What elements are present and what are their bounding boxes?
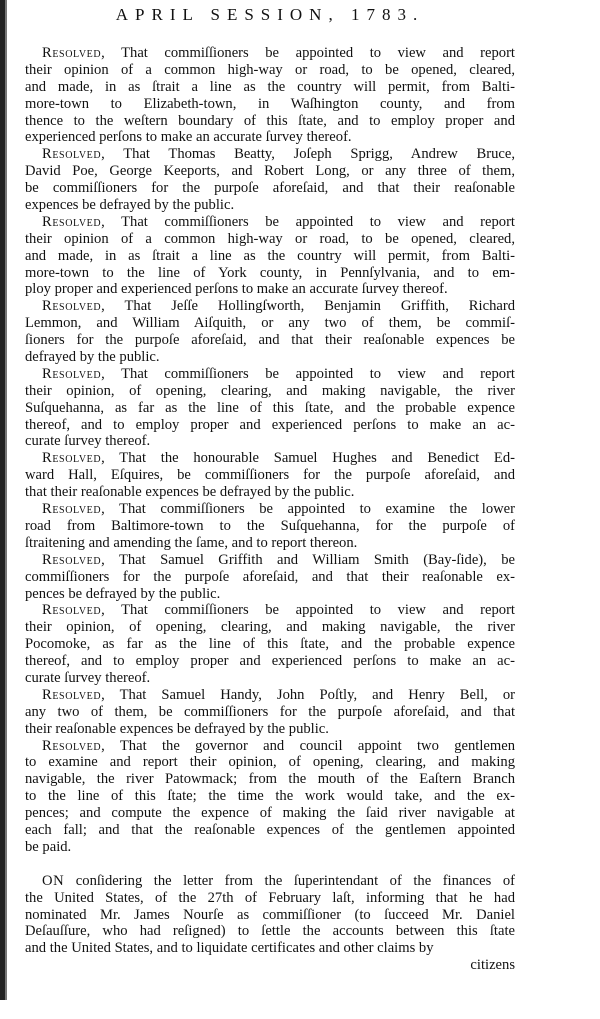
text-line: pences; and compute the expence of making the ſaid river navigable at <box>25 805 515 822</box>
text-line: Lemmon, and William Aiſquith, or any two of them, be commiſ- <box>25 315 515 332</box>
line-text: , That the governor and council appoint two gentlemen <box>101 737 515 754</box>
paragraph <box>25 501 515 552</box>
paragraph <box>25 146 515 214</box>
lead-word: Resolved <box>42 146 102 163</box>
text-line <box>25 501 515 518</box>
text-line <box>25 366 515 383</box>
text-line: nominated Mr. James Nourſe as commiſſioner (to ſucceed Mr. Daniel <box>25 906 515 923</box>
text-line: thence to the weſtern boundary of this ſtate, and to employ proper and <box>25 112 515 129</box>
line-text: , That commiſſioners be appointed to view and report <box>101 602 515 619</box>
paragraph-gap <box>25 856 515 873</box>
text-line: ſtraitening and amending the ſame, and to report thereon. <box>25 534 358 551</box>
paragraph <box>25 552 515 603</box>
text-line: more-town to Elizabeth-town, in Waſhington county, and from <box>25 95 515 112</box>
text-line: thereof, and to employ proper and experienced perſons to make an ac- <box>25 416 515 433</box>
text-line: David Poe, George Keeports, and Robert Long, or any three of them, <box>25 163 515 180</box>
lead-word: Resolved <box>42 365 102 382</box>
text-line: expences be defrayed by the public. <box>25 197 235 214</box>
text-line: the United States, of the 27th of February laſt, informing that he had <box>25 889 515 906</box>
text-line: and the United States, and to liquidate certificates and other claims by <box>25 940 434 957</box>
lead-word: Resolved <box>42 450 102 467</box>
text-line: road from Baltimore-town to the Suſquehanna, for the purpoſe of <box>25 517 515 534</box>
line-text: , That Samuel Handy, John Poſtly, and Henry Bell, or <box>101 686 515 703</box>
lead-word: Resolved <box>42 686 102 703</box>
text-line: and made, in as ſtrait a line as the country will permit, from Balti- <box>25 78 515 95</box>
lead-word: Resolved <box>42 602 102 619</box>
lead-word: Resolved <box>42 501 102 518</box>
text-line: their opinion, of opening, clearing, and making navigable, the river <box>25 619 515 636</box>
text-line: Suſquehanna, as far as the line of this ſtate, and the probable expence <box>25 399 515 416</box>
lead-word: Resolved <box>42 45 102 61</box>
text-line: experienced perſons to make an accurate ſurvey thereof. <box>25 129 352 146</box>
text-line: ploy proper and experienced perſons to make an accurate ſurvey thereof. <box>25 281 448 298</box>
text-line: Pocomoke, as far as the line of this ſtate, and the probable expence <box>25 636 515 653</box>
line-text: , That commiſſioners be appointed to view and report <box>101 213 515 230</box>
text-line: curate ſurvey thereof. <box>25 669 151 686</box>
text-line <box>25 687 515 704</box>
lead-word: ON <box>42 872 65 889</box>
line-text: , That Thomas Beatty, Joſeph Sprigg, Andrew Bruce, <box>101 146 515 163</box>
text-line: defrayed by the public. <box>25 349 160 366</box>
text-line: be commiſſioners for the purpoſe aforeſaid, and that their reaſonable <box>25 180 515 197</box>
text-line: their opinion of a common high-way or road, to be opened, cleared, <box>25 61 515 78</box>
text-line: their reaſonable expences be defrayed by the public. <box>25 720 329 737</box>
text-line <box>25 602 515 619</box>
lead-word: Resolved <box>42 551 102 568</box>
text-line <box>25 552 515 569</box>
text-line <box>25 873 515 890</box>
paragraph <box>25 214 515 298</box>
text-line: ward Hall, Eſquires, be commiſſioners for the purpoſe aforeſaid, and <box>25 467 515 484</box>
line-text: , That commiſſioners be appointed to view and report <box>101 365 515 382</box>
line-text: , That commiſſioners be appointed to view and report <box>101 45 515 61</box>
text-line <box>25 146 515 163</box>
line-text: , That Samuel Griffith and William Smith (Bay-ſide), be <box>101 551 515 568</box>
text-line: Deſauſſure, who had reſigned) to ſettle the accounts between this ſtate <box>25 923 515 940</box>
lead-word: Resolved <box>42 213 102 230</box>
line-text: conſidering the letter from the ſuperintendant of the finances of <box>64 872 515 889</box>
text-line: commiſſioners for the purpoſe aforeſaid, and that their reaſonable ex- <box>25 568 515 585</box>
paragraph <box>25 298 515 366</box>
scan-binding-shadow <box>5 0 7 1000</box>
text-line: to the line of this ſtate; the time the work would take, and the ex- <box>25 788 515 805</box>
line-text: , That commiſſioners be appointed to examine the lower <box>101 501 515 518</box>
text-line: pences be defrayed by the public. <box>25 585 221 602</box>
text-line: their opinion of a common high-way or road, to be opened, cleared, <box>25 230 515 247</box>
paragraph <box>25 45 515 146</box>
text-line: to examine and report their opinion, of opening, clearing, and making <box>25 754 515 771</box>
text-line <box>25 298 515 315</box>
text-line: ſioners for the purpoſe aforeſaid, and that their reaſonable expences be <box>25 332 515 349</box>
text-line: that their reaſonable expences be defrayed by the public. <box>25 484 355 501</box>
text-line: any two of them, be commiſſioners for the purpoſe aforeſaid, and that <box>25 703 515 720</box>
text-line: each fall; and that the reaſonable expences of the gentlemen appointed <box>25 821 515 838</box>
lead-word: Resolved <box>42 298 102 315</box>
catchword: citizens <box>470 957 515 974</box>
paragraph <box>25 602 515 686</box>
paragraph <box>25 738 515 856</box>
text-line: be paid. <box>25 838 72 855</box>
text-line <box>25 738 515 755</box>
text-line <box>25 45 515 62</box>
text-line: curate ſurvey thereof. <box>25 433 151 450</box>
lead-word: Resolved <box>42 737 102 754</box>
text-line: thereof, and to employ proper and experienced perſons to make an ac- <box>25 653 515 670</box>
text-line: their opinion, of opening, clearing, and making navigable, the river <box>25 382 515 399</box>
paragraph <box>25 366 515 450</box>
page-header: APRIL SESSION, 1783. <box>115 5 425 24</box>
document-body <box>25 45 515 974</box>
text-line: navigable, the river Patowmack; from the mouth of the Eaſtern Branch <box>25 771 515 788</box>
text-line: and made, in as ſtrait a line as the country will permit, from Balti- <box>25 247 515 264</box>
text-line <box>25 450 515 467</box>
line-text: , That the honourable Samuel Hughes and Benedict Ed- <box>101 450 515 467</box>
text-line: more-town to the line of York county, in Pennſylvania, and to em- <box>25 264 515 281</box>
paragraph <box>25 873 515 957</box>
text-line <box>25 214 515 231</box>
paragraph <box>25 687 515 738</box>
paragraph <box>25 450 515 501</box>
line-text: , That Jeſſe Hollingſworth, Benjamin Griffith, Richard <box>101 298 515 315</box>
